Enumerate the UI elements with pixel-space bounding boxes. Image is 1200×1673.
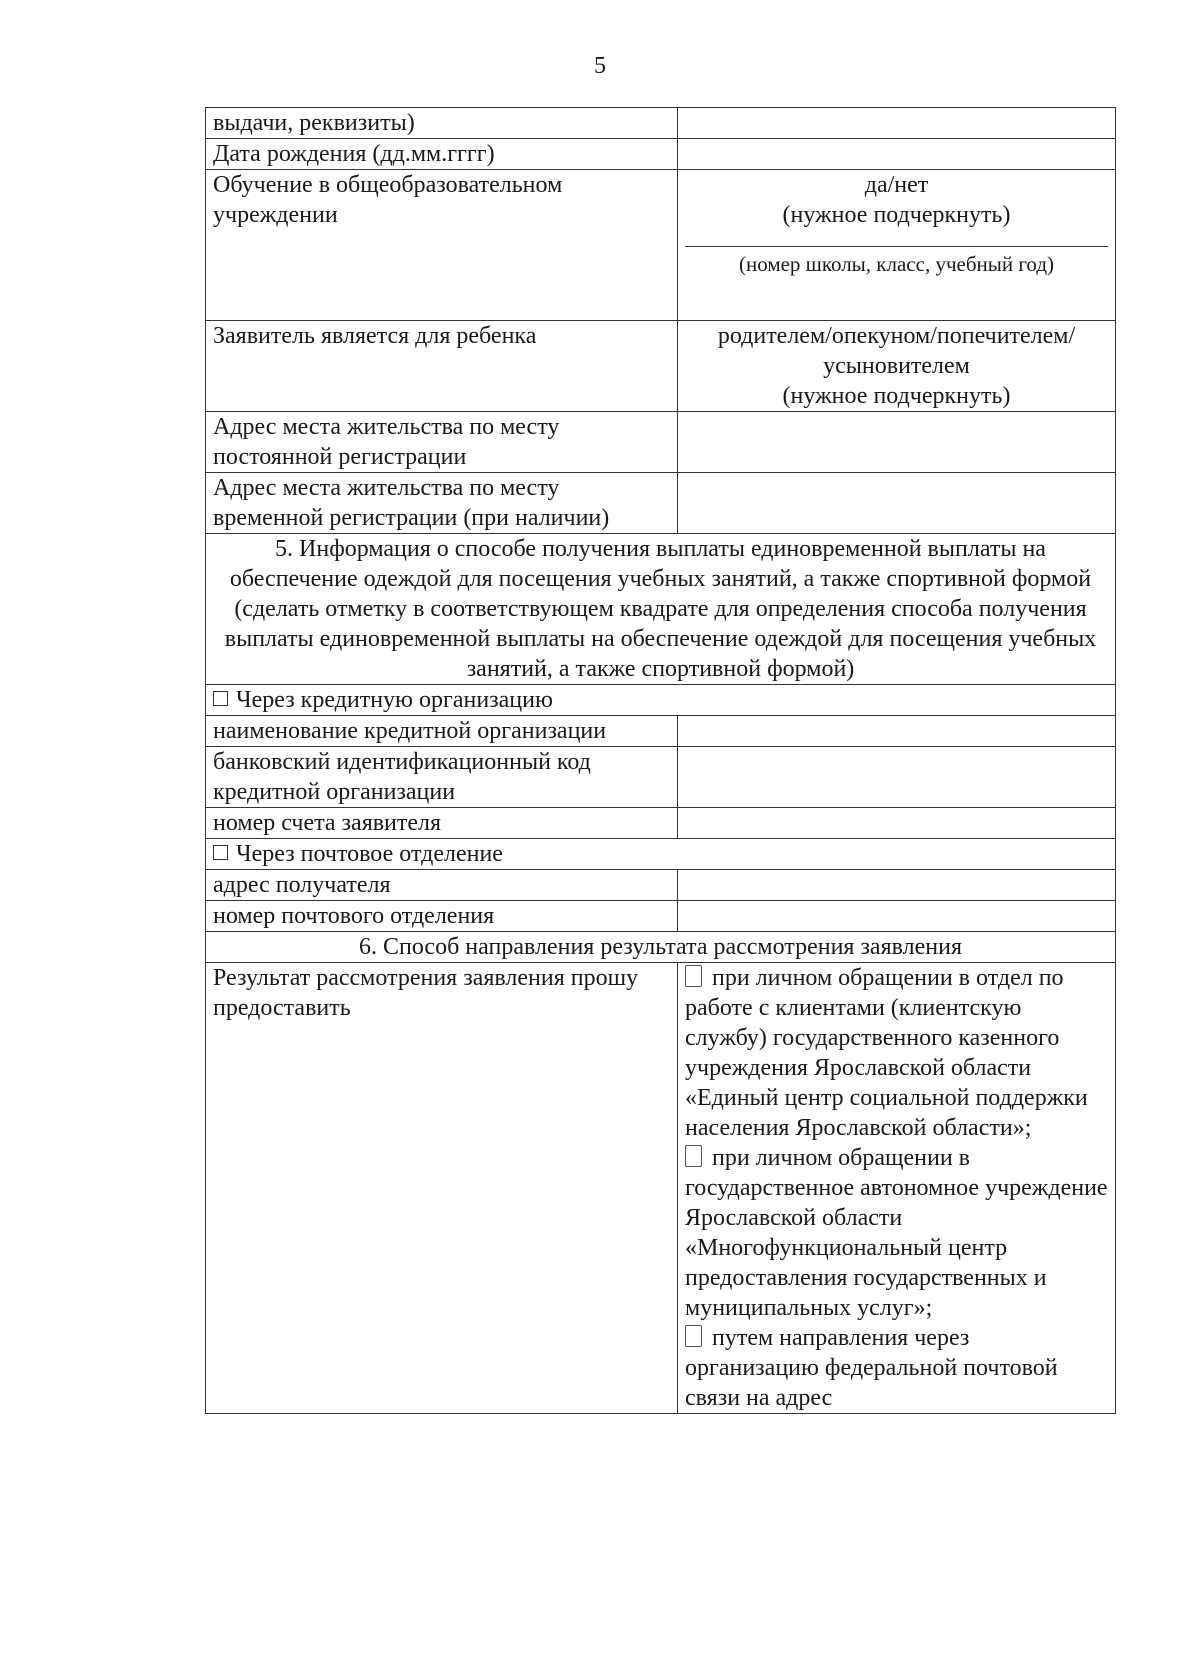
- account-number-label: номер счета заявителя: [206, 808, 678, 839]
- table-row: [206, 808, 1116, 839]
- birth-date-label: Дата рождения (дд.мм.гггг): [206, 139, 678, 170]
- applicant-role-options-line1[interactable]: родителем/опекуном/попечителем/: [717, 323, 1076, 349]
- table-row: [206, 139, 1116, 170]
- post-office-number-field[interactable]: [678, 901, 1116, 932]
- temporary-address-field[interactable]: [678, 473, 1116, 534]
- delivery-option-mfc[interactable]: [685, 1143, 1108, 1323]
- bank-option-checkbox[interactable]: [213, 691, 228, 706]
- education-fill-line[interactable]: [685, 246, 1108, 247]
- delivery-option-client-service[interactable]: [685, 963, 1108, 1143]
- table-row: [206, 321, 1116, 412]
- post-option-checkbox[interactable]: [213, 845, 228, 860]
- issue-details-field[interactable]: [678, 108, 1116, 139]
- section5-title: 5. Информация о способе получения выплаты единовременной выплаты на обеспечение одеждой для посещения учебных занятий, а также спортивной формой (сделать отметку в соответствующем квадрате для определения способа получения выплаты единовременной выплаты на обеспечение одеждой для посещения учебных занятий, а также спортивной формой): [206, 534, 1116, 685]
- table-row: [206, 412, 1116, 473]
- recipient-address-field[interactable]: [678, 870, 1116, 901]
- delivery-option-client-service-label: при личном обращении в отдел по работе с клиентами (клиентскую службу) государственного казенного учреждения Ярославской области «Единый центр социальной поддержки населения Ярославской области»;: [685, 965, 1088, 1141]
- delivery-option-mfc-label: при личном обращении в государственное автономное учреждение Ярославской области «Многофункциональный центр предоставления государственных и муниципальных услуг»;: [685, 1145, 1108, 1321]
- applicant-role-options-line2[interactable]: усыновителем: [823, 353, 970, 379]
- table-row: [206, 685, 1116, 716]
- education-field[interactable]: [678, 170, 1116, 321]
- table-row: [206, 839, 1116, 870]
- delivery-option-post[interactable]: [685, 1323, 1108, 1413]
- table-row: [206, 716, 1116, 747]
- table-row: [206, 534, 1116, 685]
- education-caption: (номер школы, класс, учебный год): [738, 252, 1055, 276]
- education-label: Обучение в общеобразовательном учреждении: [206, 170, 678, 321]
- delivery-option-post-label: путем направления через организацию федеральной почтовой связи на адрес: [685, 1325, 1058, 1411]
- bank-bic-label: банковский идентификационный код кредитной организации: [206, 747, 678, 808]
- post-option-label: Через почтовое отделение: [236, 841, 503, 867]
- applicant-role-hint: (нужное подчеркнуть): [782, 383, 1011, 409]
- bank-option[interactable]: [206, 685, 1116, 716]
- table-row: [206, 901, 1116, 932]
- table-row: [206, 170, 1116, 321]
- table-row: [206, 870, 1116, 901]
- post-office-number-label: номер почтового отделения: [206, 901, 678, 932]
- birth-date-field[interactable]: [678, 139, 1116, 170]
- post-option[interactable]: [206, 839, 1116, 870]
- table-row: [206, 108, 1116, 139]
- applicant-role-label: Заявитель является для ребенка: [206, 321, 678, 412]
- account-number-field[interactable]: [678, 808, 1116, 839]
- table-row: [206, 932, 1116, 963]
- section6-title: 6. Способ направления результата рассмотрения заявления: [206, 932, 1116, 963]
- bank-name-label: наименование кредитной организации: [206, 716, 678, 747]
- table-row: [206, 963, 1116, 1414]
- permanent-address-label: Адрес места жительства по месту постоянной регистрации: [206, 412, 678, 473]
- result-delivery-options: [678, 963, 1116, 1414]
- bank-name-field[interactable]: [678, 716, 1116, 747]
- delivery-option-post-checkbox[interactable]: [685, 1325, 702, 1347]
- table-row: [206, 747, 1116, 808]
- bank-option-label: Через кредитную организацию: [236, 687, 553, 713]
- application-form-table: [205, 107, 1116, 1414]
- education-options[interactable]: да/нет: [864, 172, 929, 198]
- delivery-option-mfc-checkbox[interactable]: [685, 1145, 702, 1167]
- result-delivery-label: Результат рассмотрения заявления прошу предоставить: [206, 963, 678, 1414]
- applicant-role-field[interactable]: [678, 321, 1116, 412]
- permanent-address-field[interactable]: [678, 412, 1116, 473]
- bank-bic-field[interactable]: [678, 747, 1116, 808]
- table-row: [206, 473, 1116, 534]
- page-number: 5: [594, 53, 606, 79]
- education-hint: (нужное подчеркнуть): [782, 202, 1011, 228]
- issue-details-label: выдачи, реквизиты): [206, 108, 678, 139]
- recipient-address-label: адрес получателя: [206, 870, 678, 901]
- temporary-address-label: Адрес места жительства по месту временной регистрации (при наличии): [206, 473, 678, 534]
- delivery-option-client-service-checkbox[interactable]: [685, 965, 702, 987]
